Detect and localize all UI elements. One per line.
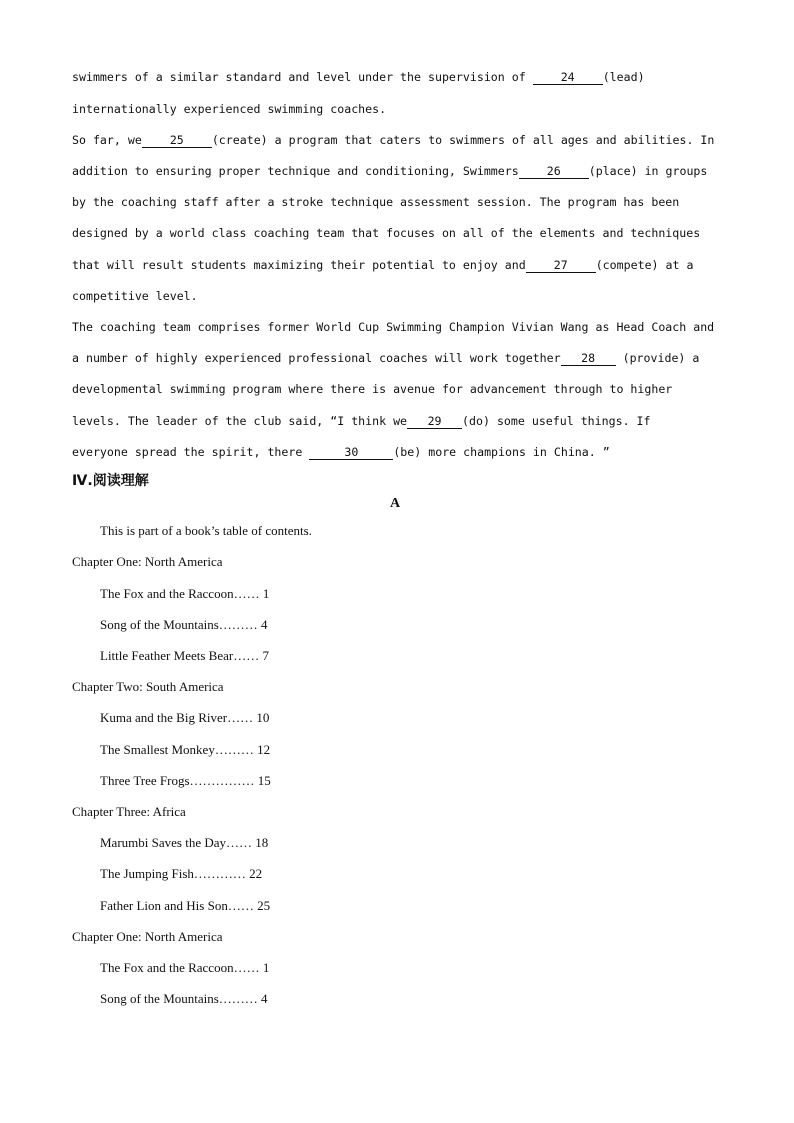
passage-line: by the coaching staff after a stroke technique assessment session. The program has been: [72, 195, 680, 209]
text: that will result students maximizing their potential to enjoy and: [72, 258, 526, 272]
story-entry: Kuma and the Big River…… 10: [100, 710, 270, 725]
story-entry: Three Tree Frogs…………… 15: [100, 773, 271, 788]
text: swimmers of a similar standard and level under the supervision of: [72, 70, 533, 84]
text: (provide) a: [615, 351, 700, 365]
text: (place) in groups: [588, 164, 708, 178]
story-entry: The Fox and the Raccoon…… 1: [100, 960, 270, 975]
text: (create) a program that caters to swimmers of all ages and abilities. In: [211, 133, 715, 147]
story-entry: Little Feather Meets Bear…… 7: [100, 648, 269, 663]
passage-line: [72, 69, 645, 85]
chapter-title: Chapter One: North America: [72, 554, 223, 569]
blank-24[interactable]: 24: [533, 71, 603, 85]
passage-line: [72, 413, 651, 429]
story-entry: The Fox and the Raccoon…… 1: [100, 586, 270, 601]
chapter-title: Chapter Three: Africa: [72, 804, 186, 819]
section-letter: A: [390, 496, 401, 511]
chapter-title: Chapter Two: South America: [72, 679, 224, 694]
blank-25[interactable]: 25: [142, 134, 212, 148]
passage-line: internationally experienced swimming coaches.: [72, 102, 387, 116]
story-entry: The Jumping Fish………… 22: [100, 866, 263, 881]
section-heading: Ⅳ.阅读理解: [72, 473, 149, 489]
text: (compete) at a: [595, 258, 694, 272]
passage-line: developmental swimming program where there is avenue for advancement through to higher: [72, 382, 673, 396]
passage-line: [72, 350, 699, 366]
passage-line: designed by a world class coaching team that focuses on all of the elements and techniques: [72, 226, 701, 240]
passage-line: [72, 444, 610, 460]
story-entry: Song of the Mountains……… 4: [100, 617, 268, 632]
story-entry: Father Lion and His Son…… 25: [100, 898, 271, 913]
text: everyone spread the spirit, there: [72, 445, 310, 459]
blank-29[interactable]: 29: [407, 415, 462, 429]
text: So far, we: [72, 133, 142, 147]
text: (do) some useful things. If: [462, 414, 651, 428]
text: a number of highly experienced professional coaches will work together: [72, 351, 561, 365]
passage-line: The coaching team comprises former World Cup Swimming Champion Vivian Wang as Head Coach and: [72, 320, 715, 334]
text: (lead): [602, 70, 645, 84]
blank-28[interactable]: 28: [561, 352, 616, 366]
chapter-title: Chapter One: North America: [72, 929, 223, 944]
passage-line: [72, 132, 714, 148]
text: (be) more champions in China. ”: [393, 445, 610, 459]
blank-27[interactable]: 27: [526, 259, 596, 273]
story-entry: Marumbi Saves the Day…… 18: [100, 835, 269, 850]
passage-line: competitive level.: [72, 289, 198, 303]
passage-line: [72, 257, 693, 273]
intro-text: This is part of a book’s table of contents.: [100, 523, 312, 538]
blank-26[interactable]: 26: [519, 165, 589, 179]
blank-30[interactable]: 30: [309, 446, 393, 460]
text: addition to ensuring proper technique and conditioning, Swimmers: [72, 164, 519, 178]
text: levels. The leader of the club said, “I think we: [72, 414, 408, 428]
story-entry: The Smallest Monkey……… 12: [100, 742, 271, 757]
passage-line: [72, 163, 707, 179]
story-entry: Song of the Mountains……… 4: [100, 991, 268, 1006]
